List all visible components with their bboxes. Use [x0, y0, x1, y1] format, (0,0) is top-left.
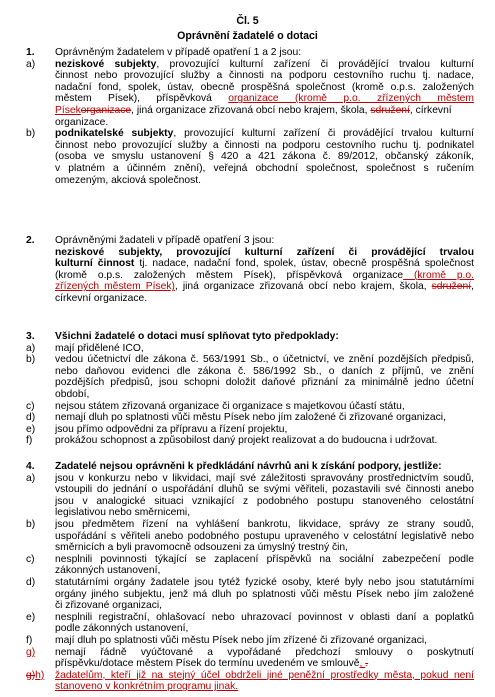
list-item: c) nesplnili povinnosti týkající se zaplacení příspěvků na sociální zabezpečení podle [26, 553, 474, 565]
list-item: a) mají přidělené IČO, [26, 342, 144, 354]
section-1-intro: 1. Oprávněným žadatelem v případě opatření 1 a 2 jsou: [26, 47, 302, 58]
deleted-text: sdružení [431, 281, 472, 293]
deleted-text: . [365, 658, 369, 670]
section-number: 3. [26, 331, 35, 342]
section-4-title: 4. Žadatelé nejsou oprávněni k předkládání návrhů ani k získání podpory, jestliže: [26, 461, 442, 472]
section-1: 1. Oprávněným žadatelem v případě opatření 1 a 2 jsou: a) neziskové subjekty, provozující kulturní zařízení či provádějící trvalou kulturní činnost nebo provozující služby a činnosti na podporu cestovního ruchu tj. nadace, nadační fond, spolek, ústav, obecně prospěšná společnost (kromě o.p.s. založených městem Písek), příspěvková organizace (kromě p.o. zřízených městem Písekorganizace, jiná organizace zřizovaná obcí nebo krajem, škola, sdružení, církevní organizace. b) podnikatelské subjekty, provozující kulturní zařízení či provádějící trvalou kulturní činnost nebo provozující služby a činnosti na podporu cestovního ruchu tj. podnikatel (osoba ve smyslu ustanovení § 420 a 421 zákona č. 89/2012, občanský zákoník, v platném a účinném znění), veřejná obchodní společnost, společnost s ručením omezeným, akciová společnost. [26, 47, 474, 186]
item-marker: a) [26, 472, 36, 484]
list-item-line: pozdějších předpisů, jsou schopni doložit daňové přiznání za minimálně jedno účetní [55, 377, 474, 389]
section-2: 2. Oprávněnými žadateli v případě opatření 3 jsou: neziskové subjekty, provozující kulturní zařízení či provádějící trvalou kulturní činnost tj. nadace, nadační fond, spolek, ústav, obecně prospěšná společnost (kromě o.p.s. založených městem Písek), příspěvková organizace (kromě p.o. zřízených městem Písek), jiná organizace zřizovaná obcí nebo krajem, škola, sdružení, církevní organizace. [26, 235, 474, 304]
inserted-text: stanoveno v konkrétním programu jinak. [55, 681, 239, 693]
section-number: 2. [26, 235, 35, 246]
item-marker: d) [26, 576, 36, 588]
section-3 [26, 331, 474, 447]
section-3-title: 3. Všichni žadatelé o dotaci musí splňovat tyto předpoklady: [26, 331, 339, 342]
list-item: g) nemají řádně vyúčtované a vypořádané předchozí smlouvy o poskytnutí [26, 646, 474, 658]
item-marker: d) [26, 412, 36, 424]
list-item: f) mají dluh po splatnosti vůči městu Písek nebo jím zřízené či zřizované organizaci, [26, 634, 428, 646]
item-marker: c) [26, 553, 35, 565]
inserted-text: , [359, 658, 366, 670]
section-4: 4. Žadatelé nejsou oprávněni k předkládání návrhů ani k získání podpory, jestliže: a) jsou v konkurzu nebo v likvidaci, mají své záležitosti spravovány prostřednictvím soudů, vstoupili do jednání o uspořádání dluhů se svými věřiteli, pozastavili své činnosti anebo jsou v analogické situaci vznikající z podobného postupu stanoveného celostátní legislativou nebo směrnicemi, b) jsou předmětem řízení na vyhlášení bankrotu, likvidace, správy ze strany soudů, uspořádání s věřiteli anebo podobného postupu upraveného v celostátní legislativě nebo směrnicích a byli pravomocně odsouzeni za úmyslný trestný čin, c) nesplnili povinnosti týkající se zaplacení příspěvků na sociální zabezpečení podle zákonných ustanovení, d) statutárními orgány žadatele jsou tytéž fyzické osoby, které byly nebo jsou statutárními orgány jiného subjektu, jenž má dluh po splatnosti vůči městu Písek nebo jím založené či zřizované organizaci, e) nesplnili registrační, ohlašovací nebo uhrazovací povinnost v oblasti daní a poplatků podle zákonných ustanovení, f) mají dluh po splatnosti vůči městu Písek nebo jím zřízené či zřizované organizaci, g) nemají řádně vyúčtované a vypořádané předchozí smlouvy o poskytnutí příspěvku/dotace městem Písek do termínu uvedeném ve smlouvě, . g)h) žadatelům, kteří již na stejný účel obdrželi jiné peněžní prostředky města, pokud není stanoveno v konkrétním programu jinak. [26, 461, 474, 693]
item-marker: f) [26, 435, 33, 447]
deleted-text: sdružení [370, 104, 410, 116]
list-item-line: podle zákonných ustanovení, [55, 623, 189, 635]
item-marker: e) [26, 423, 36, 435]
item-marker: e) [26, 611, 36, 623]
list-item-line: orgány jiného subjektu, jenž má dluh po splatnosti vůči městu Písek nebo jím založené [55, 588, 474, 600]
inserted-text: (kromě p.o. [403, 269, 474, 281]
inserted-text: Písek [55, 104, 81, 116]
item-marker: a) [26, 342, 36, 354]
item-marker: b) [26, 128, 36, 140]
list-item-line: jsou v analogické situaci vznikající z podobného postupu stanoveného celostátní [55, 495, 474, 507]
list-item-line: legislativou nebo směrnicemi, [55, 507, 191, 519]
item-marker: b) [26, 354, 36, 366]
list-item-line: uspořádání s věřiteli anebo podobného postupu upraveného v celostátní legislativě nebo [55, 530, 474, 542]
item-marker: c) [26, 400, 35, 412]
list-item-line: směrnicích a byli pravomocně odsouzeni za úmyslný trestný čin, [55, 542, 349, 554]
list-item: b) jsou předmětem řízení na vyhlášení bankrotu, likvidace, správy ze strany soudů, [26, 518, 474, 530]
list-item: f) prokážou schopnost a způsobilost daný projekt realizovat a do budoucna i udržovat. [26, 435, 438, 447]
list-item: b) vedou účetnictví dle zákona č. 563/1991 Sb., o účetnictví, ve znění pozdějších předpisů, [26, 354, 474, 366]
chapter-title: Oprávnění žadatelé o dotaci [177, 30, 318, 42]
item-marker: a) [26, 58, 36, 70]
item-marker: f) [26, 634, 33, 646]
chapter-number: Čl. 5 [236, 15, 259, 27]
section-3-list [26, 343, 474, 447]
inserted-text: organizace (kromě p.o. zřízených městem [228, 93, 474, 105]
list-item-line: vstoupili do jednání o uspořádání dluhů se svými věřiteli, pozastavili své činnosti anebo [55, 484, 474, 496]
section-2-intro: 2. Oprávněnými žadateli v případě opatření 3 jsou: [26, 235, 275, 246]
inserted-marker: h) [35, 669, 45, 681]
section-4-list [26, 473, 474, 647]
list-item: e) jsou přímo odpovědni za přípravu a řízení projektu, [26, 423, 288, 435]
inserted-marker: g) [26, 646, 36, 658]
list-item: b) podnikatelské subjekty, provozující kulturní zařízení či provádějící trvalou kulturní [26, 128, 474, 140]
deleted-text: organizace [80, 104, 132, 116]
list-item: c) nejsou státem zřizovaná organizace či organizace s majetkovou účastí státu, [26, 400, 405, 412]
list-item: d) statutárními orgány žadatele jsou tytéž fyzické osoby, které byly nebo jsou statutárními [26, 576, 474, 588]
list-item: d) nemají dluh po splatnosti vůči městu Písek nebo jím založené či zřizované organizaci, [26, 412, 446, 424]
section-number: 1. [26, 47, 35, 58]
list-item: a) neziskové subjekty, provozující kulturní zařízení či provádějící trvalou kulturní [26, 58, 474, 70]
list-item-line: zákonných ustanovení, [55, 565, 161, 577]
list-item-line: nebo daňovou evidenci dle zákona č. 586/1992 Sb., o daních z příjmů, ve znění [55, 365, 474, 377]
inserted-text: žadatelům, kteří již na stejný účel obdrželi jiné peněžní prostředky města, pokud není [55, 669, 474, 681]
section-number: 4. [26, 461, 35, 472]
list-item-line: či zřizované organizaci, [55, 600, 163, 612]
list-item: e) nesplnili registrační, ohlašovací nebo uhrazovací povinnost v oblasti daní a poplatků [26, 611, 474, 623]
inserted-text: zřízených městem Písek) [55, 281, 175, 293]
list-item: a) jsou v konkurzu nebo v likvidaci, mají své záležitosti spravovány prostřednictvím soudů, [26, 472, 474, 484]
list-item-line: období, [55, 388, 90, 400]
item-marker: b) [26, 518, 36, 530]
list-item [26, 670, 474, 682]
deleted-marker: g) [26, 669, 36, 681]
